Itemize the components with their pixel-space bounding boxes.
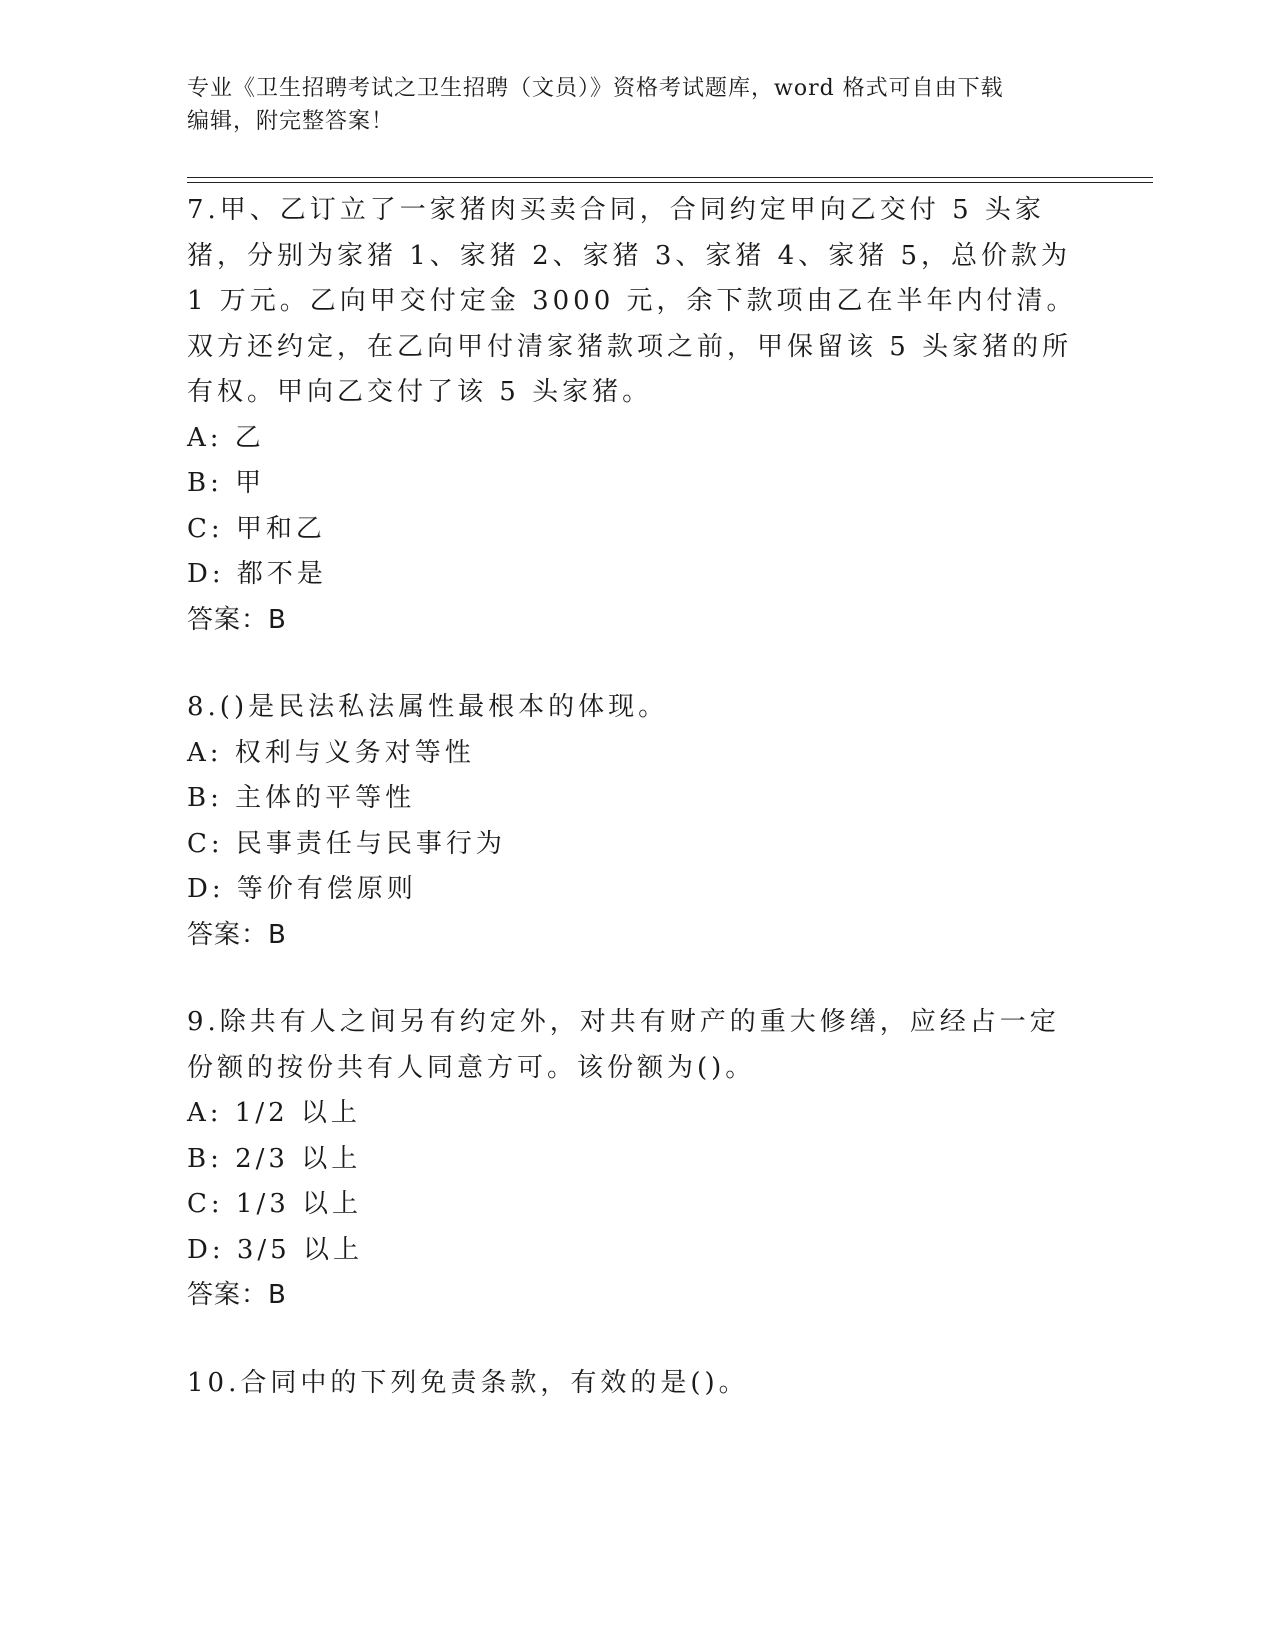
option-b: B: 甲 xyxy=(187,468,266,498)
answer-line: 答案：B xyxy=(187,919,287,950)
option-a: A: 乙 xyxy=(187,422,265,453)
question-stem: 10.合同中的下列免责条款，有效的是()。 xyxy=(187,1367,749,1398)
question-8 xyxy=(187,685,1087,958)
answer-line: 答案：B xyxy=(187,1280,287,1310)
header-divider-bottom xyxy=(187,182,1153,183)
question-stem: 7.甲、乙订立了一家猪肉买卖合同，合同约定甲向乙交付 5 头家猪，分别为家猪 1、家猪 2、家猪 3、家猪 4、家猪 5，总价款为 1 万元。乙向甲交付定金 3000 元，余下款项由乙在半年内付清。双方还约定，在乙向甲付清家猪款项之前，甲保留该 5 头家猪的所有权。甲向乙交付了该 5 头家猪。 xyxy=(187,195,1077,407)
option-c: C: 甲和乙 xyxy=(187,513,326,544)
option-d: D: 等价有偿原则 xyxy=(187,874,417,904)
document-header xyxy=(187,72,1087,138)
header-line-1: 专业《卫生招聘考试之卫生招聘（文员）》资格考试题库，word 格式可自由下载 xyxy=(187,76,1004,101)
option-d: D: 都不是 xyxy=(187,559,327,589)
answer-line: 答案：B xyxy=(187,604,287,635)
question-stem: 8.()是民法私法属性最根本的体现。 xyxy=(187,692,669,722)
question-10 xyxy=(187,1361,1087,1407)
option-d: D: 3/5 以上 xyxy=(187,1234,363,1265)
option-b: B: 2/3 以上 xyxy=(187,1143,362,1174)
header-divider-top xyxy=(187,177,1153,178)
header-line-2: 编辑，附完整答案！ xyxy=(187,109,395,134)
option-a: A: 1/2 以上 xyxy=(187,1098,361,1128)
option-c: C: 1/3 以上 xyxy=(187,1189,363,1219)
question-7 xyxy=(187,188,1087,643)
option-c: C: 民事责任与民事行为 xyxy=(187,828,506,859)
option-a: A: 权利与义务对等性 xyxy=(187,737,475,768)
question-list xyxy=(187,188,1087,1448)
question-9 xyxy=(187,1000,1087,1319)
question-stem: 9.除共有人之间另有约定外，对共有财产的重大修缮，应经占一定份额的按份共有人同意方可。该份额为()。 xyxy=(187,1007,1060,1083)
option-b: B: 主体的平等性 xyxy=(187,783,416,813)
